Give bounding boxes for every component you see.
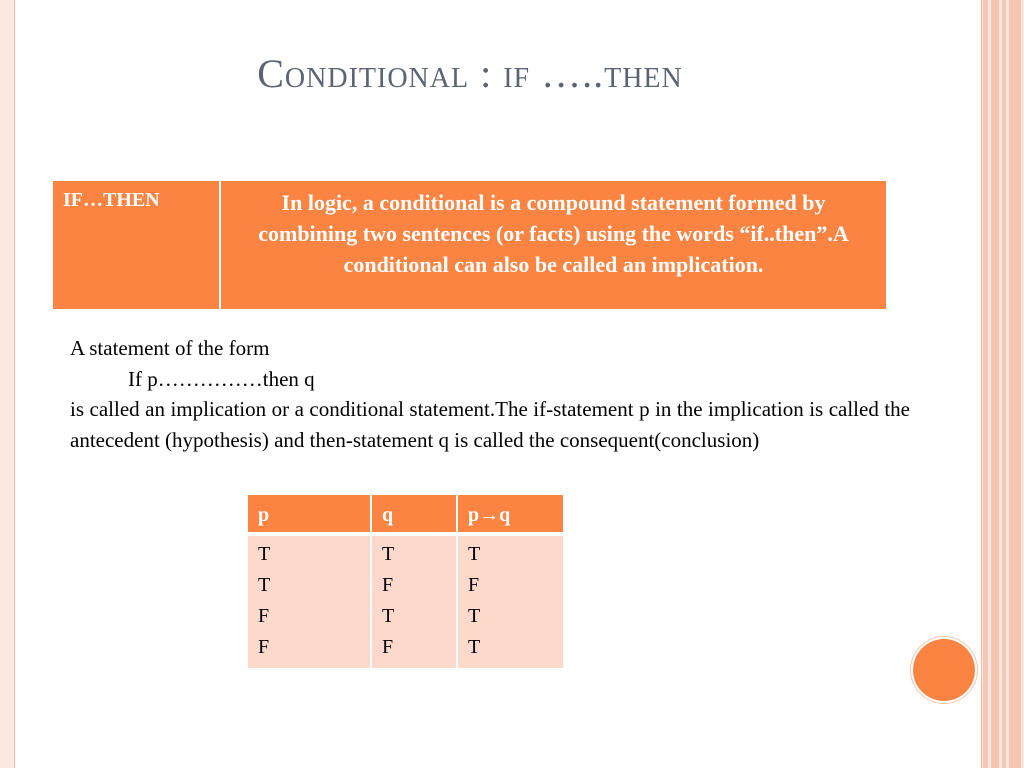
decorative-stripe [991,0,999,768]
decorative-circle-icon [913,639,975,701]
body-line-explanation: is called an implication or a conditional statement.The if-statement p in the implication is called the antecedent (hypothesis) and then-statement q is called the consequent(conclusion) [70,397,910,452]
cell-value: T [382,605,395,627]
decorative-stripe [1009,0,1021,768]
decorative-stripe [1002,0,1006,768]
body-paragraph [70,333,910,455]
cell-value: T [468,543,481,565]
slide-title: Conditional : if …..then [257,51,683,96]
header-p: p [248,495,372,532]
cell-value: T [258,543,271,565]
cell-value: F [468,574,480,596]
truth-table [248,495,563,668]
cell-value: F [258,636,270,658]
column-p-implies-q [458,536,563,668]
definition-term: IF…THEN [53,181,221,309]
cell-value: F [382,574,394,596]
header-p-implies-q: p→q [468,504,511,526]
truth-table-header [248,495,563,532]
body-line: A statement of the form [70,336,270,360]
cell-value: T [258,574,271,596]
definition-table [53,181,886,309]
cell-value: T [468,605,481,627]
truth-table-body [248,536,563,668]
body-line-formula: If p……………then q [128,366,315,391]
definition-text: In logic, a conditional is a compound statement formed by combining two sentences (or facts) using the words “if..then”.A conditional can also be called an implication. [258,190,849,277]
cell-value: F [258,605,270,627]
cell-value: T [382,543,395,565]
cell-value: F [382,636,394,658]
cell-value: T [468,636,481,658]
decorative-stripe [983,0,988,768]
column-p [248,536,372,668]
header-q: q [372,495,458,532]
column-q [372,536,458,668]
